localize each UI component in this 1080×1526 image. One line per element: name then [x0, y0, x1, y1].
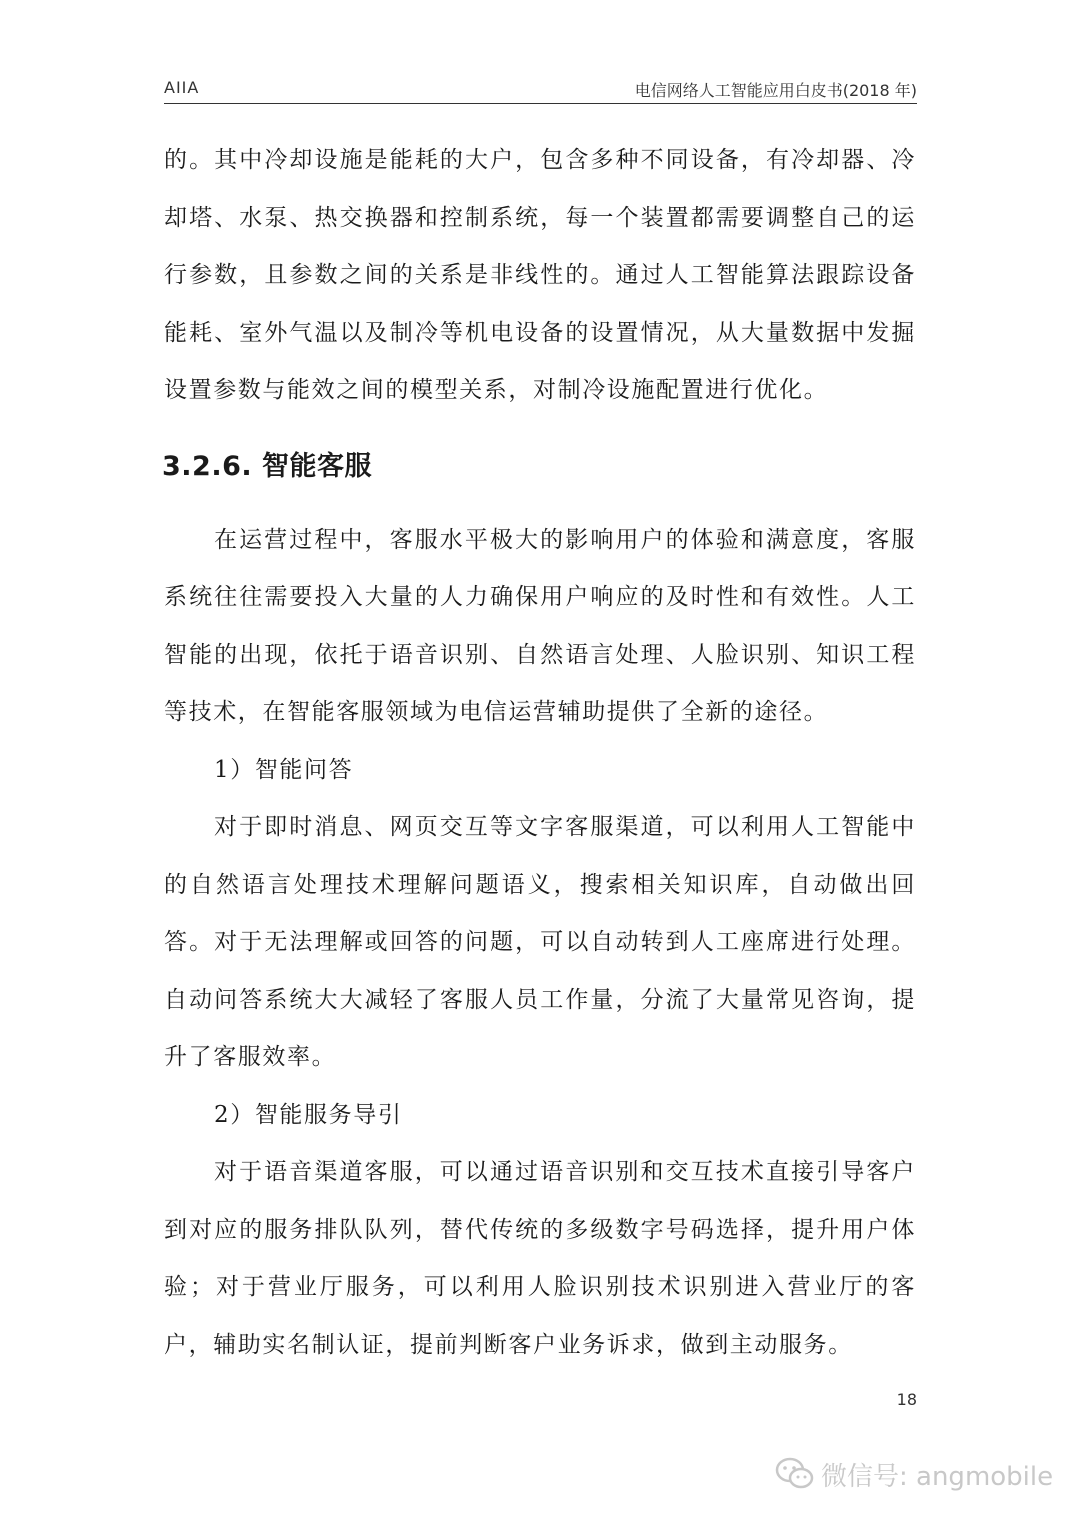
paragraph-item-1: 对于即时消息、网页交互等文字客服渠道，可以利用人工智能中的自然语言处理技术理解问题语义，搜索相关知识库，自动做出回答。对于无法理解或回答的问题，可以自动转到人工座席进行处理。自动问答系统大大减轻了客服人员工作量，分流了大量常见咨询，提升了客服效率。 [164, 814, 916, 1070]
header-divider [164, 103, 917, 104]
section-heading: 3.2.6. 智能客服 [162, 450, 373, 482]
paragraph-item-2: 对于语音渠道客服，可以通过语音识别和交互技术直接引导客户到对应的服务排队队列，替代传统的多级数字号码选择，提升用户体验；对于营业厅服务，可以利用人脸识别技术识别进入营业厅的客户，辅助实名制认证，提前判断客户业务诉求，做到主动服务。 [164, 1159, 916, 1358]
list-item-title-2: 2）智能服务导引 [214, 1101, 403, 1128]
header-org-label: AIIA [164, 78, 200, 97]
page-number: 18 [896, 1390, 917, 1409]
wechat-icon [775, 1456, 815, 1492]
page-body [164, 132, 916, 1374]
watermark-text: 微信号: angmobile [821, 1461, 1054, 1492]
header-document-title: 电信网络人工智能应用白皮书(2018 年) [634, 81, 917, 100]
list-item-title-1: 1）智能问答 [214, 756, 354, 783]
paragraph-continued: 的。其中冷却设施是能耗的大户，包含多种不同设备，有冷却器、冷却塔、水泵、热交换器和控制系统，每一个装置都需要调整自己的运行参数，且参数之间的关系是非线性的。通过人工智能算法跟踪设备能耗、室外气温以及制冷等机电设备的设置情况，从大量数据中发掘设置参数与能效之间的模型关系，对制冷设施配置进行优化。 [164, 147, 916, 403]
watermark [775, 1452, 1053, 1496]
page-header [164, 72, 917, 104]
paragraph-intro: 在运营过程中，客服水平极大的影响用户的体验和满意度，客服系统往往需要投入大量的人力确保用户响应的及时性和有效性。人工智能的出现，依托于语音识别、自然语言处理、人脸识别、知识工程等技术，在智能客服领域为电信运营辅助提供了全新的途径。 [164, 526, 916, 725]
